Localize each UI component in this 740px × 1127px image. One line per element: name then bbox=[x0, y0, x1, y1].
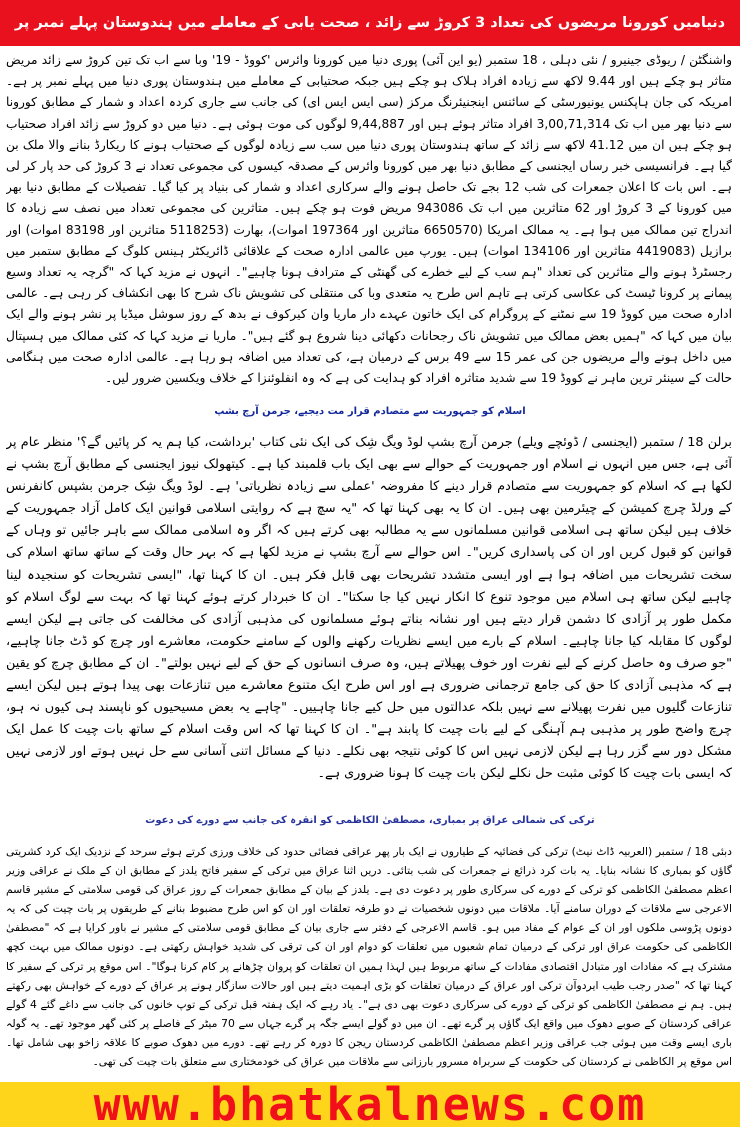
headline-banner bbox=[0, 0, 740, 46]
article-turkey-body: دبئی 18 / ستمبر (العربیہ ڈاٹ نیٹ) ترکی کی فضائیہ کے طیاروں نے ایک بار پھر عراقی فضائی حدود کی خلاف ورزی کرتے ہوئے سرحد کے نزدیک ایک کرد کشریتی گاؤں کو بمباری کا نشانہ بنایا۔ یہ بات کرد ذرائع نے جمعرات کی شب بتائی۔ دریں اثنا عراق میں ترکی کے سفیر فاتح یلدز کے مطابق ان کے ملک نے عراقی وزیر اعظم مصطفیٰ الکاظمی کو ترکی کے دورے کی سرکاری طور پر دعوت دی ہے۔ یلدز کے بیان کے مطابق جمعرات کے روز عراق کی قومی سلامتی کے مشیر قاسم الاعرجی سے ملاقات کے دوران سامنے آیا۔ ملاقات میں دونوں شخصیات نے دو طرفہ تعلقات اور ان کو اس طرح مضبوط بنانے کے طریقوں پر بات چیت کی کہ یہ دونوں پڑوسی ملکوں اور ان کے عوام کے مفاد میں ہو۔ قاسم الاعرجی کے دفتر سے جاری بیان کے مطابق قومی سلامتی کے مشیر نے باور کرایا ہے کہ "مصطفیٰ الکاظمی کی حکومت عراق اور ترکی کے درمیان تمام شعبوں میں تعلقات کو دوام اور ان کی ترقی کی شدید خواہش رکھتی ہے۔ دونوں ممالک میں بہت کچھ مشترک ہے کہ مفادات اور متبادل اقتصادی مفادات کے ساتھ مربوط ہیں لہذا ہمیں ان تعلقات کو پروان چڑھانے پر کام کرنا ہوگا"۔ اس موقع پر ترکی کے سفیر کا کہنا تھا کہ "صدر رجب طیب ایردوآن ترکی اور عراق کے درمیان تعلقات کو بڑی اہمیت دیتے ہیں اور حالات سازگار ہونے پر عراق کے دورے کے خواہش بھی رکھتے ہیں۔ ہم نے مصطفیٰ الکاظمی کو ترکی کے دورے کی سرکاری دعوت بھی دی ہے"۔ یاد رہے کہ ایک ہفتہ قبل ترکی کے توپ خانوں کی جانب سے داغے گئے 4 گولے عراقی کردستان کے صوبے دھوک میں واقع ایک گاؤں پر گرے تھے۔ ان میں دو گولے ایسے جگہ پر گرے جہاں سے 70 میٹر کے فاصلے پر کئی گھر موجود تھے۔ یہ گولہ باری ایسے وقت میں ہوئی جب عراقی وزیر اعظم مصطفیٰ الکاظمی کردستان ریجن کا دورہ کر رہے تھے۔ دورے میں دھوک صوبے کا علاقہ زاخو بھی شامل تھا۔ اس موقع پر الکاظمی نے کردستان کی حکومت کے سربراہ مسرور بارزانی سے ملاقات میں عراق کی خودمختاری سے متعلق بات چیت کی تھی۔ bbox=[6, 845, 732, 1069]
banner-headline: دنیامیں کورونا مریضوں کی تعداد 3 کروڑ سے زائد ، صحت یابی کے معاملے میں ہندوستان پہلے نمبر پر bbox=[14, 15, 726, 31]
site-url[interactable]: www.bhatkalnews.com bbox=[93, 1082, 647, 1127]
article-corona-body: واشنگٹن / ریوڈی جینیرو / نئی دہلی ، 18 ستمبر (یو این آئی) پوری دنیا میں کورونا وائرس 'کووڈ - 19' وبا سے اب تک تین کروڑ سے زائد مریض متاثر ہو چکے ہیں اور 9.44 لاکھ سے زیادہ افراد ہلاک ہو چکے ہیں جبکہ صحتیابی کے معاملے میں ہندوستان پوری دنیا میں پہلے نمبر پر ہے۔ امریکہ کی جان ہاپکنس یونیورسٹی کے سائنس اینجنیئرنگ مرکز (سی ایس ایس ای) کی جانب سے جاری کردہ اعداد و شمار کے مطابق کورونا سے دنیا بھر میں اب تک 3,00,71,314 افراد متاثر ہوئے ہیں اور 9,44,887 لوگوں کی موت ہوئی ہے۔ دنیا میں دو کروڑ سے زائد افراد صحتیاب ہو چکے ہیں ان میں 41.12 لاکھ سے زائد کے ساتھ ہندوستان پوری دنیا میں سب سے زیادہ لوگوں کے صحتیاب ہونے کا ریکارڈ بنانے والا ملک بن گیا ہے۔ فرانسیسی خبر رساں ایجنسی کے مطابق دنیا بھر میں کورونا وائرس کے مصدقہ کیسوں کی مجموعی تعداد نے 3 کروڑ کی حد پار کر لی ہے۔ اس بات کا اعلان جمعرات کی شب 12 بجے تک حاصل ہونے والے سرکاری اعداد و شمار کی بنیاد پر کیا گیا۔ تفصیلات کے مطابق دنیا بھر میں کورونا کے 3 کروڑ اور 62 متاثرین میں اب تک 943086 مریض فوت ہو چکے ہیں۔ متاثرین کی مجموعی تعداد میں نصف سے زیادہ کا اندراج تین ممالک میں ہوا ہے۔ یہ ممالک امریکا (6650570 متاثرین اور 197364 اموات)، بھارت (5118253 متاثرین اور 83198 اموات) اور برازیل (4419083 متاثرین اور 134106 اموات) ہیں۔ یورپ میں عالمی ادارہ صحت کے علاقائی ڈائریکٹر ہینس کلوگ کے مطابق ستمبر میں رجسٹرڈ ہونے والے متاثرین کی تعداد "ہم سب کے لیے خطرے کی گھنٹی کے مترادف ہونا چاہیے"۔ انہوں نے مزید کہا کہ "گرچہ یہ تعداد وسیع پیمانے پر کرونا ٹیسٹ کی عکاسی کرتی ہے تاہم اس طرح یہ متعدی وبا کی منتقلی کی تشویش ناک شرح کا بھی انکشاف کر رہی ہے۔ عالمی ادارہ صحت میں کووڈ 19 سے نمٹنے کے پروگرام کی ایک خاتون عہدے دار ماریا وان کیرکوف نے بدھ کے روز سوشل میڈیا پر نشر ہونے والے ایک بیان میں کہا کہ "ہمیں بعض ممالک میں تشویش ناک رجحانات دکھائی دینا شروع ہو گئے ہیں"۔ ماریا نے مزید کہا کہ کئی ممالک میں ہسپتال میں داخل ہونے والے مریضوں جن کی عمر 15 سے 49 برس کے درمیان ہے، کی تعداد میں اضافہ ہو رہا ہے۔ عالمی ادارہ صحت میں ہنگامی حالت کے سینئر ترین ماہر نے کووڈ 19 سے شدید متاثرہ افراد کو ہدایت کی ہے کہ وہ انفلوئنزا کے خلاف ویکسین ضرور لیں۔ bbox=[6, 53, 732, 386]
article-turkey-headline: ترکی کی شمالی عراق پر بمباری، مصطفیٰ الکاظمی کو انقرہ کی جانب سے دورے کی دعوت bbox=[145, 815, 595, 826]
article-islam-body: برلن 18 / ستمبر (ایجنسی / ڈوئچے ویلے) جرمن آرچ بشپ لوڈ ویگ شِک کی ایک نئی کتاب 'برداشت، کیا ہم یہ کر پائیں گے؟' منظر عام پر آئی ہے، جس میں انہوں نے اسلام اور جمہوریت کے حوالے سے بھی ایک باب قلمبند کیا ہے۔ کیتھولک نیوز ایجنسی کے مطابق آرچ بشپ نے لکھا ہے کہ اسلام کو جمہوریت سے متصادم قرار دینے کا مفروضہ 'عملی سے زیادہ نظریاتی' ہے۔ لوڈ ویگ شِک جرمن بشپس کانفرنس کے ورلڈ چرچ کمیشن کے چیئرمین بھی ہیں۔ ان کا یہ بھی کہنا تھا کہ "یہ سچ ہے کہ روایتی اسلامی قوانین ایک کامل آزاد جمہوریت کے خلاف ہیں لیکن ساتھ ہی اسلامی قوانین مسلمانوں سے یہ مطالبہ بھی کرتے ہیں کہ اگر وہ اسلامی ممالک سے باہر جائیں تو وہاں کے قوانین کو قبول کریں اور ان کی پاسداری کریں"۔ اس حوالے سے آرچ بشپ نے مزید لکھا ہے کہ بہر حال وقت کے ساتھ ساتھ اسلام کی سخت تشریحات میں اضافہ ہوا ہے اور ایسی متشدد تشریحات بھی قابل فکر ہیں۔ ان کا کہنا تھا، "ایسی تشریحات کو سنجیدہ لینا چاہیے لیکن ساتھ ہی اسلام میں موجود تنوع کا انکار نہیں کیا جا سکتا"۔ ان کا خبردار کرتے ہوئے کہنا تھا کہ بہت سے لوگ اسلام کو مکمل طور پر آزادی کا دشمن قرار دیتے ہیں اور نشانہ بناتے ہوئے مسلمانوں کی مذہبی آزادی کی مخالفت کی جاتی ہے لیکن ایسے لوگوں کا مقابلہ کیا جانا چاہیے۔ اسلام کے بارے میں ایسے نظریات رکھنے والوں کے سامنے حکومت، معاشرے اور چرچ کو ڈٹ جانا چاہیے، "جو صرف وہ حاصل کرنے کے لیے نفرت اور خوف پھیلاتے ہیں، وہ صرف انسانوں کے حق کے لیے نہیں بولتے"۔ ان کے مطابق چرچ کو یقین ہے کہ مذہبی آزادی کا حق کی جامع ترجمانی ضروری ہے اور اس طرح ایک متنوع معاشرے میں تنازعات بھی پیدا ہوتے ہیں لیکن ایسے تنازعات گلیوں میں نفرت پھیلانے سے نہیں بلکہ عدالتوں میں حل کیے جانا چاہییں۔ "چاہے یہ بعض مسیحیوں کو ناپسند ہی کیوں نہ ہو، چرچ واضح طور پر مذہبی ہم آہنگی کے لیے بات چیت کا پابند ہے"۔ ان کا کہنا تھا کہ اس وقت اسلام کے ساتھ بات چیت کا عمل ایک مشکل دور سے گزر رہا ہے لیکن لازمی نہیں اس کا کوئی نتیجہ بھی نکلے۔ دنیا کے مسائل اتنی آسانی سے حل نہیں ہوتے اور لازمی نہیں کہ ایسی بات چیت کا کوئی مثبت حل نکلے لیکن بات چیت کا ہونا ضروری ہے۔ bbox=[6, 435, 732, 782]
article-islam-headline: اسلام کو جمہوریت سے متصادم قرار مت دیجیے، جرمن آرچ بشپ bbox=[214, 406, 526, 417]
footer-site-banner bbox=[0, 1082, 740, 1127]
